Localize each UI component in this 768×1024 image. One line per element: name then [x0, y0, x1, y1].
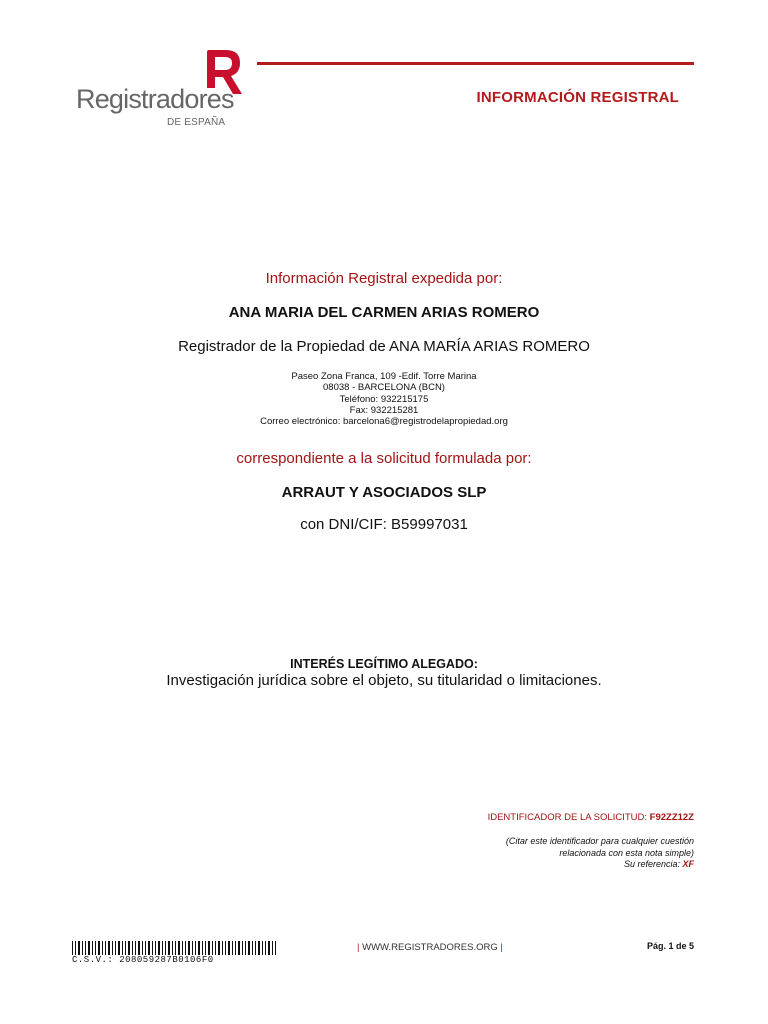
registrar-name: ANA MARIA DEL CARMEN ARIAS ROMERO	[228, 304, 540, 321]
barcode-image	[72, 941, 278, 955]
address-line: Fax: 932215281	[349, 404, 419, 416]
office-address	[0, 371, 768, 427]
document-title: INFORMACIÓN REGISTRAL	[476, 89, 679, 106]
registrar-office: Registrador de la Propiedad de ANA MARÍA ARIAS ROMERO	[178, 338, 590, 355]
reference-line	[434, 859, 694, 871]
footer-url-text: WWW.REGISTRADORES.ORG	[362, 942, 498, 953]
registradores-logo	[76, 46, 251, 132]
applicant-name: ARRAUT Y ASOCIADOS SLP	[281, 484, 487, 501]
logo-subtitle: DE ESPAÑA	[167, 117, 226, 128]
address-line: Correo electrónico: barcelona6@registrodelapropiedad.org	[260, 416, 508, 428]
identifier-note	[434, 836, 694, 871]
address-line: 08038 - BARCELONA (BCN)	[323, 382, 445, 394]
applicant-dni: con DNI/CIF: B59997031	[300, 516, 468, 533]
note-line: (Citar este identificador para cualquier cuestión	[505, 836, 694, 846]
reference-label: Su referencia:	[623, 859, 683, 869]
address-line: Teléfono: 932215175	[339, 393, 429, 405]
address-line: Paseo Zona Franca, 109 -Edif. Torre Marina	[291, 371, 477, 382]
footer-website-link[interactable]	[357, 942, 503, 953]
note-line: relacionada con esta nota simple)	[559, 847, 694, 858]
interest-text: Investigación jurídica sobre el objeto, su titularidad o limitaciones.	[166, 672, 602, 689]
request-intro: correspondiente a la solicitud formulada por:	[236, 450, 532, 467]
issuer-intro: Información Registral expedida por:	[265, 270, 503, 287]
header-divider	[257, 62, 694, 65]
identifier-code: F92ZZ12Z	[649, 812, 694, 823]
identifier-label: IDENTIFICADOR DE LA SOLICITUD:	[487, 812, 650, 823]
interest-title: INTERÉS LEGÍTIMO ALEGADO:	[290, 657, 478, 671]
page-number: Pág. 1 de 5	[646, 941, 694, 951]
request-identifier	[488, 812, 694, 823]
url-left-bar: |	[357, 942, 363, 953]
reference-code: XF	[682, 859, 694, 869]
logo-wordmark: Registradores	[76, 84, 234, 114]
url-right-bar: |	[497, 942, 503, 953]
csv-code: C.S.V.: 208059287B0106F0	[72, 955, 214, 965]
